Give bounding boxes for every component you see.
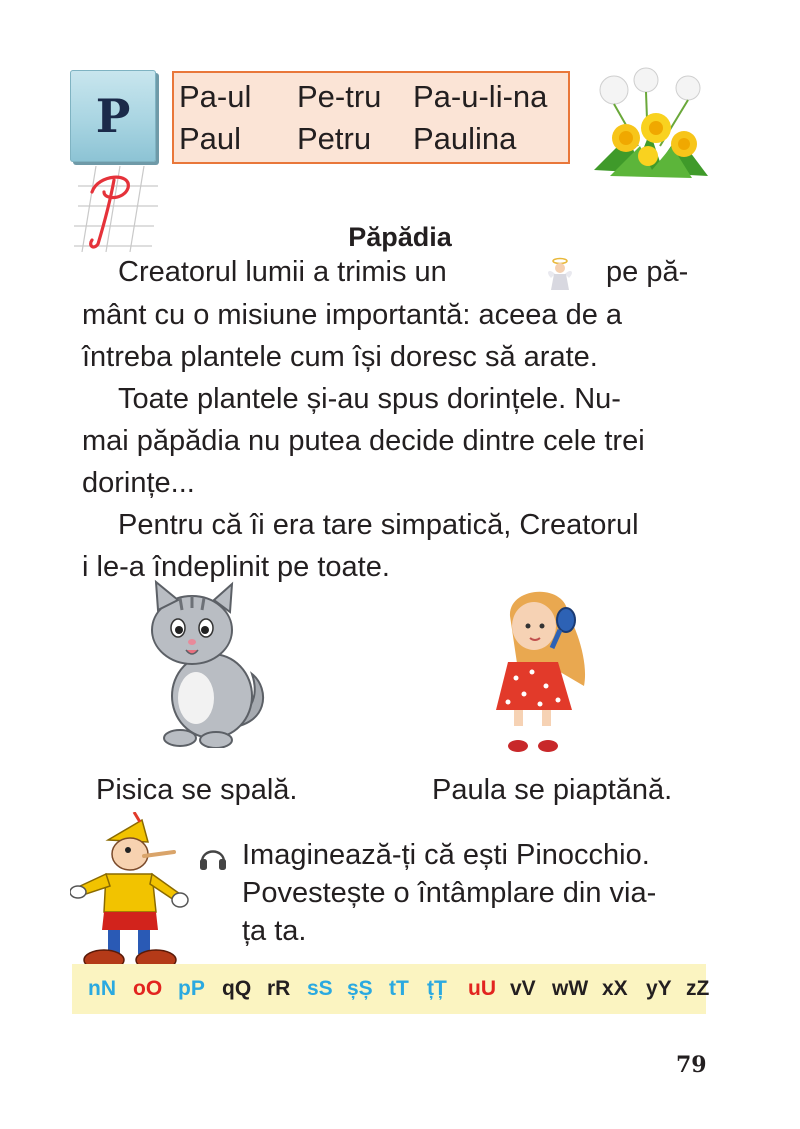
story-line-1b: pe pă- — [606, 256, 689, 288]
angel-icon — [545, 256, 575, 292]
task-line-2: Povestește o întâmplare din via- — [242, 877, 657, 909]
word-syllabified-1: Pa-ul — [179, 79, 252, 114]
word-box — [172, 71, 570, 164]
alphabet-pair: qQ — [222, 977, 252, 1000]
alphabet-pair: tT — [389, 977, 409, 1000]
alphabet-pair: rR — [267, 977, 291, 1000]
story-line-4: Toate plantele și-au spus dorințele. Nu- — [118, 383, 621, 415]
task-line-1: Imaginează-ți că ești Pinocchio. — [242, 839, 650, 871]
headphones-icon — [198, 842, 228, 872]
story-line-6: dorințe... — [82, 467, 195, 499]
letter-tile — [70, 70, 156, 162]
cat-illustration — [130, 578, 280, 748]
word-plain-1: Paul — [179, 121, 242, 156]
story-line-7: Pentru că îi era tare simpatică, Creatorul — [118, 509, 639, 541]
story-title: Păpădia — [348, 222, 452, 252]
word-plain-3: Paulina — [413, 121, 517, 156]
alphabet-pair: yY — [646, 977, 672, 1000]
alphabet-pair: pP — [178, 977, 205, 1000]
task-line-3: ța ta. — [242, 915, 307, 947]
letter-printed: P — [95, 89, 131, 143]
alphabet-strip — [72, 964, 710, 1014]
word-plain-2: Petru — [297, 121, 372, 156]
alphabet-pair: xX — [602, 977, 628, 1000]
dandelion-illustration — [588, 66, 714, 186]
word-syllabified-2: Pe-tru — [297, 79, 382, 114]
alphabet-pair: sS — [307, 977, 333, 1000]
story-line-3: întreba plantele cum își doresc să arate. — [82, 341, 598, 373]
story-line-2: mânt cu o misiune importantă: aceea de a — [82, 299, 623, 331]
story-line-8: i le-a îndeplinit pe toate. — [82, 551, 390, 583]
alphabet-pair: nN — [88, 977, 116, 1000]
word-syllabified-3: Pa-u-li-na — [413, 79, 548, 114]
caption-cat: Pisica se spală. — [96, 774, 298, 806]
alphabet-pair: vV — [510, 977, 536, 1000]
alphabet-pair: oO — [133, 977, 163, 1000]
alphabet-pair: wW — [552, 977, 589, 1000]
story-line-1a: Creatorul lumii a trimis un — [118, 256, 447, 288]
alphabet-pair: țȚ — [427, 977, 447, 1000]
alphabet-pair: șȘ — [347, 977, 373, 1000]
alphabet-pair: zZ — [686, 977, 710, 1000]
page-number: 79 — [676, 1052, 707, 1078]
pinocchio-illustration — [70, 812, 195, 974]
girl-illustration — [488, 586, 598, 756]
story-line-5: mai păpădia nu putea decide dintre cele trei — [82, 425, 645, 457]
alphabet-pair: uU — [468, 977, 496, 1000]
caption-girl: Paula se piaptănă. — [432, 774, 673, 806]
